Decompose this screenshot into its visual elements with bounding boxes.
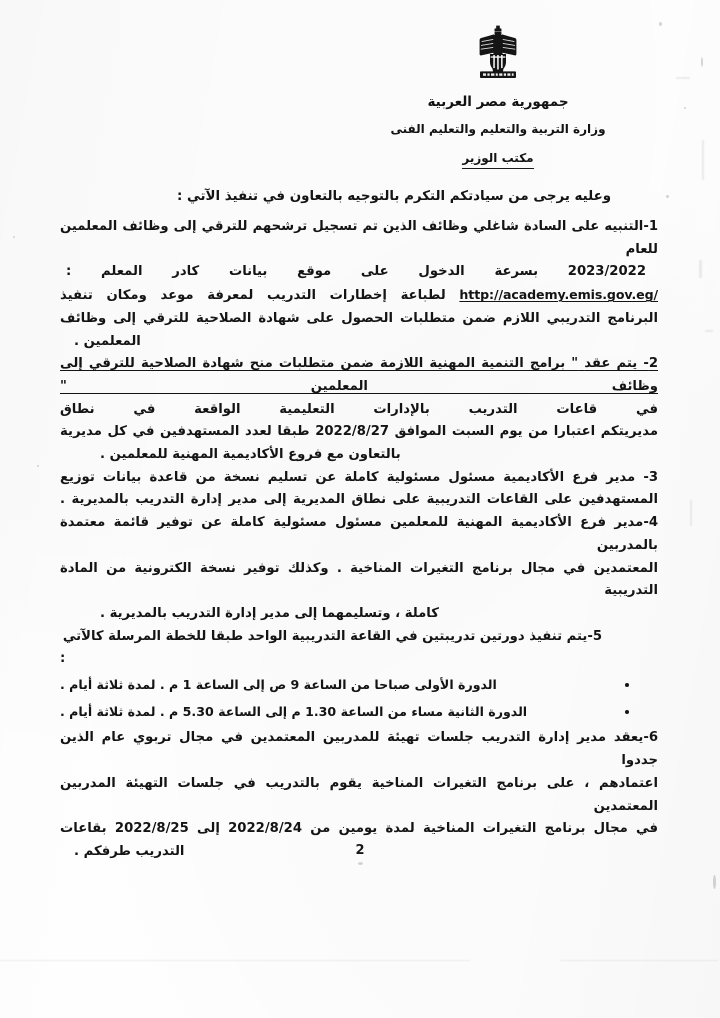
country-name: جمهورية مصر العربية (427, 94, 569, 110)
scan-smudge (702, 140, 704, 180)
item-3-line-1: 3- مدير فرع الأكاديمية مسئول مسئولية كاملة عن تسليم نسخة من قاعدة بيانات توزيع (60, 469, 658, 485)
document-header (348, 24, 648, 169)
list-item-3 (60, 467, 658, 512)
scan-smudge (0, 960, 470, 961)
scan-speck (684, 107, 686, 109)
item-6-line-4: التدريب طرفكم . (74, 843, 185, 859)
item-1-line-2: 2023/2022 بسرعة الدخول على موقع بيانات كادر المعلم : (66, 264, 646, 280)
office-name: مكتب الوزير (462, 149, 533, 169)
item-4-line-1: 4-مدير فرع الأكاديمية المهنية للمعلمين مسئول مسئولية كاملة عن توفير قائمة معتمدة بالمدربين (60, 515, 658, 553)
item-2-prefix: 2- يتم عقد (584, 356, 658, 372)
item-4-line-3: كاملة ، وتسليمهما إلى مدير إدارة التدريب بالمديرية . (100, 606, 439, 621)
list-item: الدورة الثانية مساء من الساعة 1.30 م إلى الساعة 5.30 م . لمدة ثلاثة أيام . (60, 701, 614, 723)
item-1-line-4: البرنامج التدريبي اللازم ضمن متطلبات الحصول على شهادة الصلاحية للترقي إلى وظائف (60, 310, 658, 326)
item-2-line-4: بالتعاون مع فروع الأكاديمية المهنية للمعلمين . (100, 447, 401, 463)
item-1-line-3-text: لطباعة إخطارات التدريب لمعرفة موعد ومكان تنفيذ (60, 288, 446, 304)
item-2-quoted-title: " برامج التنمية المهنية اللازمة ضمن متطلبات منح شهادة الصلاحية للترقي إلى وظائف المعلمين " (60, 356, 658, 394)
scan-smudge (560, 960, 718, 961)
item-2-line-3: مديريتكم اعتبارا من يوم السبت الموافق 2022/8/27 طبقا لعدد المستهدفين في كل مديرية (60, 424, 658, 440)
list-item-4 (60, 512, 658, 626)
scan-speck (659, 22, 662, 26)
item-6-line-1: 6-يعقد مدير إدارة التدريب جلسات تهيئة للمدربين المعتمدين في مجال تربوي عام الذين جددوا (60, 730, 658, 769)
scan-speck (37, 465, 39, 467)
intro-paragraph: وعليه يرجى من سيادتكم التكرم بالتوجيه بالتعاون في تنفيذ الآتي : (176, 189, 612, 204)
item-5-line-1: 5-يتم تنفيذ دورتين تدريبتين في القاعة التدريبية الواحد طبقا للخطة المرسلة كالآتي : (60, 628, 602, 667)
scan-speck (13, 236, 15, 238)
scan-smudge (699, 260, 702, 278)
eagle-of-saladin-emblem (476, 24, 520, 82)
item-2-line-2: في قاعات التدريب بالإدارات التعليمية الواقعة في نطاق (60, 401, 658, 417)
scan-smudge (705, 330, 713, 332)
item-5-bullet-list (60, 674, 658, 722)
scan-speck (666, 195, 669, 198)
list-item-1 (60, 216, 658, 353)
item-1-line-5: المعلمين . (74, 333, 141, 349)
scan-speck (713, 875, 716, 889)
item-3-line-2: المستهدفين على القاعات التدريبية على نطاق المديرية إلى مدير إدارة التدريب بالمديرية . (60, 492, 658, 508)
scan-smudge (676, 77, 690, 79)
item-2-heading (60, 353, 658, 398)
item-1-line-1: 1-التنبيه على السادة شاغلي وظائف الذين تم تسجيل ترشحهم للترقي إلى وظائف المعلمين للعام (60, 219, 658, 257)
item-4-line-2: المعتمدين في مجال برنامج التغيرات المناخية . وكذلك توفير نسخة الكترونية من المادة التدريبية (60, 560, 658, 599)
list-item-5 (60, 626, 658, 723)
document-body (60, 185, 658, 865)
page-number: 2 (355, 843, 365, 858)
scan-smudge (690, 500, 692, 526)
ministry-name: وزارة التربية والتعليم والتعليم الفنى (390, 122, 606, 137)
item-6-line-2: اعتمادهم ، على برنامج التغيرات المناخية يقوم بالتدريب في جلسات التهيئة المدربين المعتمدين (60, 775, 658, 814)
item-1-line-3 (60, 284, 658, 308)
item-6-line-3: في مجال برنامج التغيرات المناخية لمدة يومين من 2022/8/24 إلى 2022/8/25 بقاعات (60, 821, 658, 837)
scan-speck (701, 57, 703, 67)
list-item-2 (60, 353, 658, 467)
list-item: الدورة الأولى صباحا من الساعة 9 ص إلى الساعة 1 م . لمدة ثلاثة أيام . (60, 674, 614, 696)
academy-portal-link[interactable]: http://academy.emis.gov.eg/ (459, 287, 658, 303)
